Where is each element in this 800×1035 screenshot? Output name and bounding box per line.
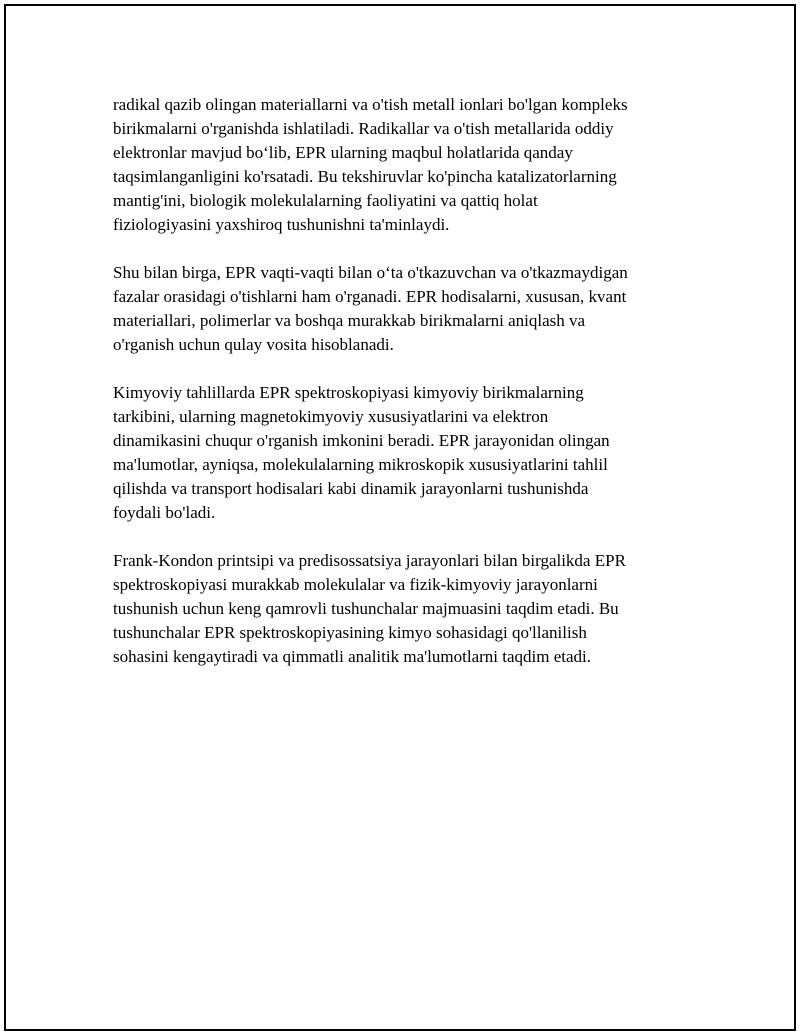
text-line: sohasini kengaytiradi va qimmatli analitik ma'lumotlarni taqdim etadi.: [113, 647, 592, 666]
text-line: foydali bo'ladi.: [113, 503, 216, 522]
text-line: fiziologiyasini yaxshiroq tushunishni ta'minlaydi.: [113, 215, 450, 234]
paragraph-1: [113, 93, 693, 237]
text-line: tarkibini, ularning magnetokimyoviy xususiyatlarini va elektron: [113, 407, 549, 426]
text-line: o'rganish uchun qulay vosita hisoblanadi.: [113, 335, 394, 354]
text-line: spektroskopiyasi murakkab molekulalar va fizik-kimyoviy jarayonlarni: [113, 575, 598, 594]
text-line: ma'lumotlar, ayniqsa, molekulalarning mikroskopik xususiyatlarini tahlil: [113, 455, 608, 474]
paragraph-3: [113, 381, 693, 525]
text-line: radikal qazib olingan materiallarni va o'tish metall ionlari bo'lgan kompleks: [113, 95, 628, 114]
paragraph-4: [113, 549, 693, 669]
text-line: fazalar orasidagi o'tishlarni ham o'rganadi. EPR hodisalarni, xususan, kvant: [113, 287, 627, 306]
text-line: birikmalarni o'rganishda ishlatiladi. Radikallar va o'tish metallarida oddiy: [113, 119, 614, 138]
text-line: taqsimlanganligini ko'rsatadi. Bu tekshiruvlar ko'pincha katalizatorlarning: [113, 167, 617, 186]
text-line: materiallari, polimerlar va boshqa murakkab birikmalarni aniqlash va: [113, 311, 586, 330]
text-line: dinamikasini chuqur o'rganish imkonini beradi. EPR jarayonidan olingan: [113, 431, 610, 450]
text-line: Kimyoviy tahlillarda EPR spektroskopiyasi kimyoviy birikmalarning: [113, 383, 584, 402]
document-body: [113, 93, 693, 693]
text-line: elektronlar mavjud bo‘lib, EPR ularning maqbul holatlarida qanday: [113, 143, 573, 162]
text-line: Shu bilan birga, EPR vaqti-vaqti bilan o‘ta o'tkazuvchan va o'tkazmaydigan: [113, 263, 628, 282]
text-line: tushunish uchun keng qamrovli tushunchalar majmuasini taqdim etadi. Bu: [113, 599, 619, 618]
text-line: mantig'ini, biologik molekulalarning faoliyatini va qattiq holat: [113, 191, 538, 210]
text-line: tushunchalar EPR spektroskopiyasining kimyo sohasidagi qo'llanilish: [113, 623, 587, 642]
text-line: qilishda va transport hodisalari kabi dinamik jarayonlarni tushunishda: [113, 479, 589, 498]
paragraph-2: [113, 261, 693, 357]
text-line: Frank-Kondon printsipi va predisossatsiya jarayonlari bilan birgalikda EPR: [113, 551, 626, 570]
